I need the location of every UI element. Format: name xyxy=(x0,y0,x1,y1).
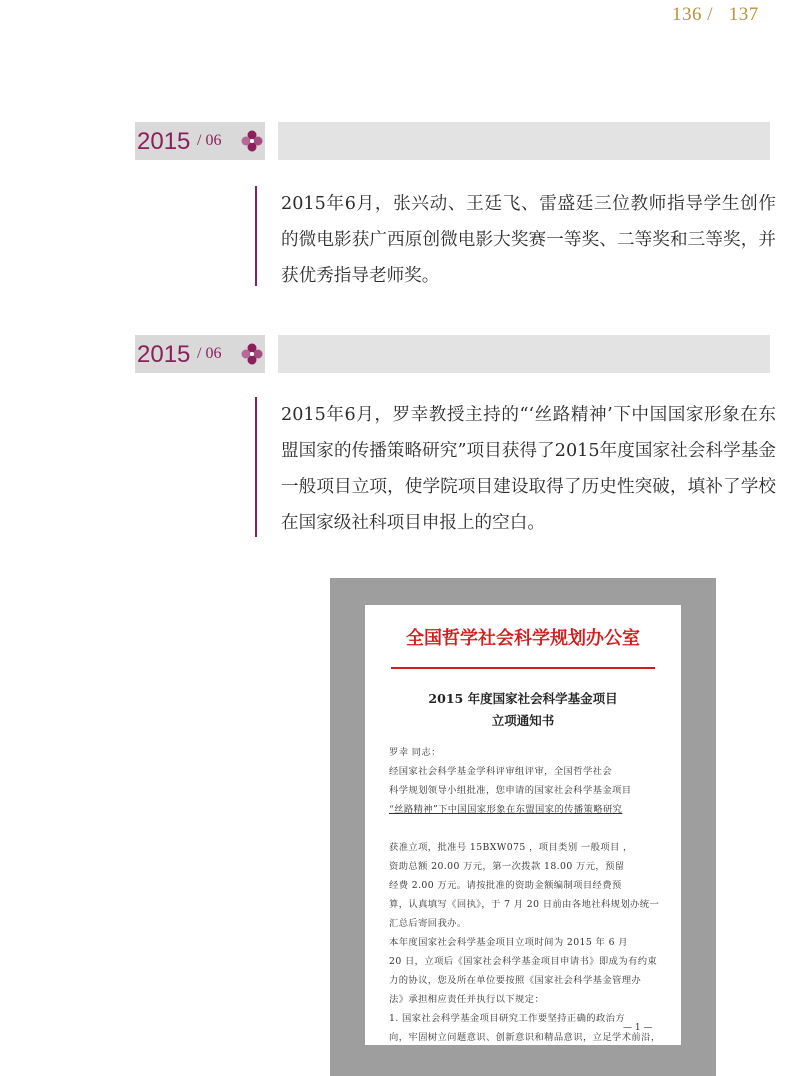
document-subtitle: 立项通知书 xyxy=(491,713,555,728)
document-line: 1. 国家社会科学基金项目研究工作要坚持正确的政治方 xyxy=(389,1013,626,1024)
document-line: 算，认真填写《回执》，于 7 月 20 日前由各地社科规划办统一 xyxy=(389,899,660,910)
section-header-1 xyxy=(135,122,770,160)
document-line: 力的协议，您及所在单位要按照《国家社会科学基金管理办 xyxy=(389,975,642,986)
date-tab xyxy=(135,122,265,160)
document-line: 科学规划领导小组批准，您申请的国家社会科学基金项目 xyxy=(389,785,632,796)
section-header-bar xyxy=(278,335,770,373)
document-line: 法》承担相应责任并执行以下规定： xyxy=(389,994,545,1005)
document-line: 资助总额 20.00 万元，第一次拨款 18.00 万元，预留 xyxy=(389,861,625,872)
document-line: 经费 2.00 万元。请按批准的资助金额编制项目经费预 xyxy=(389,880,622,891)
section-year: 2015 xyxy=(137,128,191,155)
flower-icon xyxy=(241,130,263,152)
section-header-2 xyxy=(135,335,770,373)
notice-document xyxy=(365,605,681,1045)
section-year: 2015 xyxy=(137,341,191,368)
page-numbers: 136 / 137 xyxy=(672,4,759,25)
document-page-number: — 1 — xyxy=(623,1023,653,1033)
document-line: 罗幸 同志： xyxy=(389,747,441,758)
section-header-bar xyxy=(278,122,770,160)
document-red-rule xyxy=(391,667,655,669)
section-month: / 06 xyxy=(197,345,222,362)
document-line: 汇总后寄回我办。 xyxy=(389,918,467,929)
document-line: 获准立项，批准号 15BXW075 ，项目类别 一般项目 ， xyxy=(389,842,633,853)
document-line: 20 日，立项后《国家社会科学基金项目申请书》即成为有约束 xyxy=(389,956,658,967)
section-month: / 06 xyxy=(197,132,222,149)
document-line: 经国家社会科学基金学科评审组评审，全国哲学社会 xyxy=(389,766,613,777)
date-tab xyxy=(135,335,265,373)
document-office-header: 全国哲学社会科学规划办公室 xyxy=(406,628,640,649)
section-text: 2015年6月，罗幸教授主持的“‘丝路精神’下中国国家形象在东盟国家的传播策略研究”项目获得了2015年度国家社会科学基金一般项目立项，使学院项目建设取得了历史性突破，填补了学校在国家级社科项目申报上的空白。 xyxy=(281,405,776,533)
accent-line xyxy=(255,397,257,537)
document-photo-frame xyxy=(330,578,716,1076)
document-line: 向，牢固树立问题意识、创新意识和精品意识，立足学术前沿， xyxy=(389,1032,661,1043)
document-line: 本年度国家社会科学基金项目立项时间为 2015 年 6 月 xyxy=(389,937,628,948)
flower-icon xyxy=(241,343,263,365)
document-line: “丝路精神”下中国国家形象在东盟国家的传播策略研究 xyxy=(389,804,623,815)
section-text: 2015年6月，张兴动、王廷飞、雷盛廷三位教师指导学生创作的微电影获广西原创微电影大奖赛一等奖、二等奖和三等奖，并获优秀指导老师奖。 xyxy=(281,194,776,286)
document-title: 2015 年度国家社会科学基金项目 xyxy=(428,691,618,706)
accent-line xyxy=(255,186,257,286)
